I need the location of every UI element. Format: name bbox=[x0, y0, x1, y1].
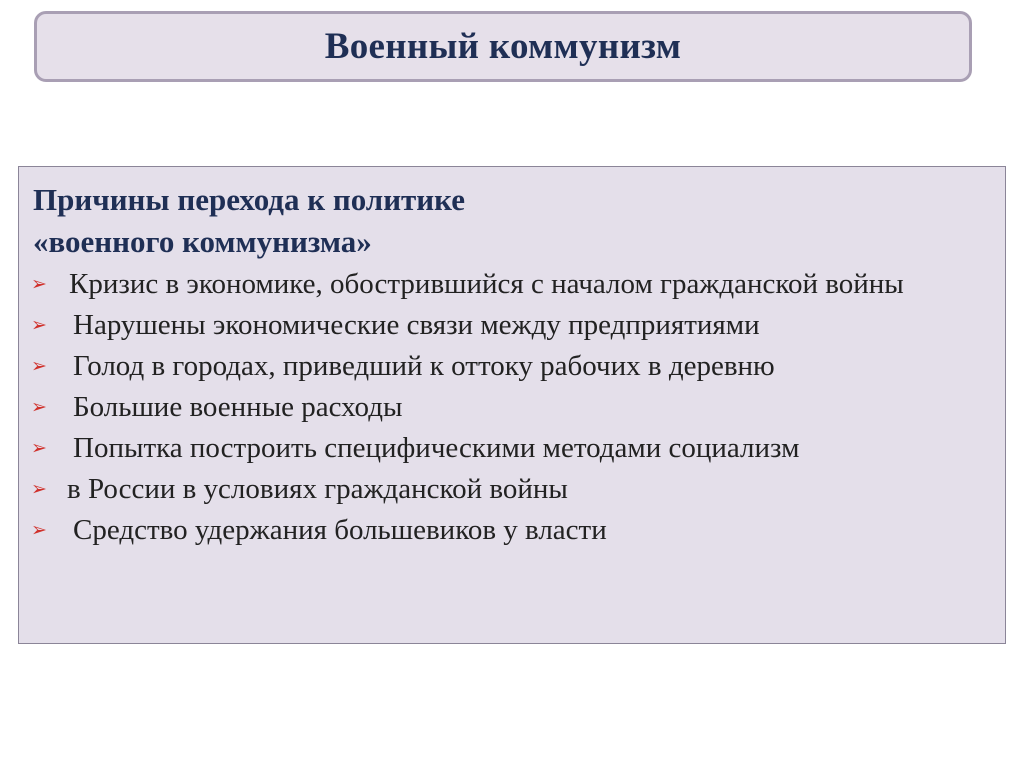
list-item bbox=[31, 511, 1005, 549]
heading-line-1: Причины перехода к политике bbox=[33, 182, 465, 217]
content-box bbox=[18, 166, 1006, 644]
heading-line-2: «военного коммунизма» bbox=[33, 224, 372, 259]
arrow-bullet-icon: ➢ bbox=[31, 478, 47, 500]
arrow-bullet-icon: ➢ bbox=[31, 519, 47, 541]
section-heading bbox=[31, 179, 1005, 263]
arrow-bullet-icon: ➢ bbox=[31, 396, 47, 418]
list-item bbox=[31, 306, 1005, 344]
title-box bbox=[34, 11, 972, 82]
arrow-bullet-icon: ➢ bbox=[31, 314, 47, 336]
list-item-text: Голод в городах, приведший к оттоку рабочих в деревню bbox=[73, 350, 775, 382]
list-item bbox=[31, 388, 1005, 426]
list-item-text: Попытка построить специфическими методами социализм bbox=[73, 432, 800, 464]
list-item-text: в России в условиях гражданской войны bbox=[67, 473, 568, 505]
list-item-text: Нарушены экономические связи между предприятиями bbox=[73, 309, 760, 341]
list-item bbox=[31, 265, 1005, 303]
reasons-list bbox=[31, 265, 1005, 549]
arrow-bullet-icon: ➢ bbox=[31, 437, 47, 459]
arrow-bullet-icon: ➢ bbox=[31, 273, 47, 295]
list-item bbox=[31, 470, 1005, 508]
slide-title: Военный коммунизм bbox=[324, 26, 682, 67]
arrow-bullet-icon: ➢ bbox=[31, 355, 47, 377]
list-item bbox=[31, 429, 1005, 467]
list-item-text: Кризис в экономике, обострившийся с началом гражданской войны bbox=[69, 268, 904, 300]
list-item-text: Средство удержания большевиков у власти bbox=[73, 514, 607, 546]
list-item-text: Большие военные расходы bbox=[73, 391, 403, 423]
list-item bbox=[31, 347, 1005, 385]
